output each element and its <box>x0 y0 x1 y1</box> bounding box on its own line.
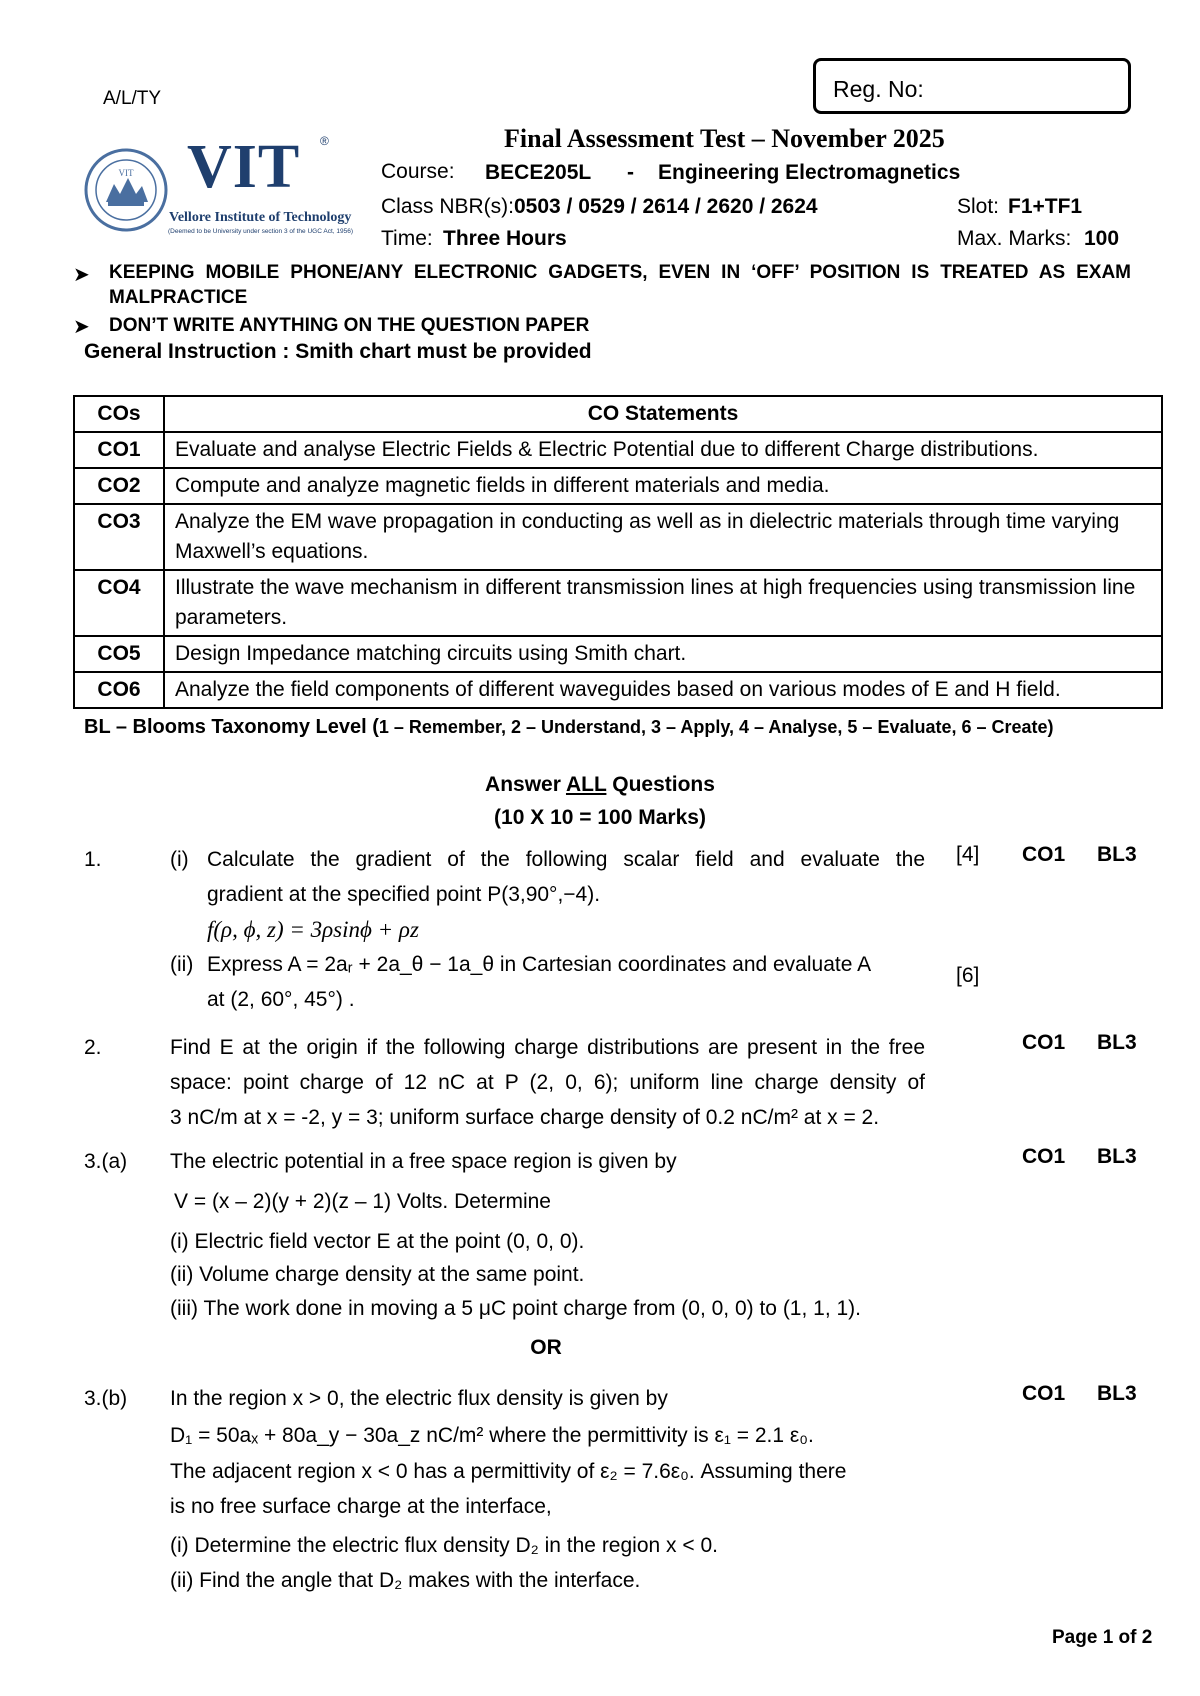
q2-line3: 3 nC/m at x = -2, y = 3; uniform surface charge density of 0.2 nC/m² at x = 2. <box>170 1106 880 1129</box>
slot-value: F1+TF1 <box>1008 195 1083 218</box>
q2-line1: Find E at the origin if the following charge distributions are present in the free <box>170 1036 925 1059</box>
q3b-line3: The adjacent region x < 0 has a permittivity of ε₂ = 7.6ε₀. Assuming there <box>170 1460 847 1483</box>
instruction-mobile-line1: KEEPING MOBILE PHONE/ANY ELECTRONIC GADGETS, EVEN IN ‘OFF’ POSITION IS TREATED AS EXAM <box>109 262 1131 283</box>
max-marks-label: Max. Marks: <box>957 227 1072 250</box>
co-statement: Compute and analyze magnetic fields in different materials and media. <box>164 468 1162 504</box>
table-row <box>74 504 1162 570</box>
q1-part-ii-line1: Express A = 2aᵣ + 2a_θ − 1a_θ in Cartesian coordinates and evaluate A <box>207 953 872 976</box>
co-statement: Illustrate the wave mechanism in different transmission lines at high frequencies using transmission line parameters. <box>164 570 1162 636</box>
q3a-number: 3.(a) <box>84 1150 128 1173</box>
blooms-legend <box>84 716 1054 739</box>
q1-co: CO1 <box>1022 843 1066 866</box>
course-name: Engineering Electromagnetics <box>658 161 961 184</box>
slot-label: Slot: <box>957 195 1000 218</box>
q3b-part-ii: (ii) Find the angle that D₂ makes with the interface. <box>170 1569 641 1592</box>
arrow-bullet-icon: ➤ <box>73 316 90 338</box>
q1-part-i-label: (i) <box>170 848 189 871</box>
logo-full-name: Vellore Institute of Technology <box>169 210 352 225</box>
course-code: BECE205L <box>485 161 592 184</box>
class-numbers: 0503 / 0529 / 2614 / 2620 / 2624 <box>514 195 818 218</box>
instruction-mobile-line2: MALPRACTICE <box>109 287 248 308</box>
co-statement: Evaluate and analyse Electric Fields & Electric Potential due to different Charge distributions. <box>164 432 1162 468</box>
q3b-number: 3.(b) <box>84 1387 128 1410</box>
blooms-label: BL – Blooms Taxonomy Level ( <box>84 716 379 738</box>
exam-title: Final Assessment Test – November 2025 <box>504 124 945 153</box>
table-row <box>74 468 1162 504</box>
co-header-statements: CO Statements <box>164 396 1162 432</box>
q3a-potential: V = (x – 2)(y + 2)(z – 1) Volts. Determine <box>174 1190 551 1213</box>
instruction-no-writing: DON’T WRITE ANYTHING ON THE QUESTION PAPER <box>109 315 590 336</box>
q3b-part-i: (i) Determine the electric flux density D₂ in the region x < 0. <box>170 1534 718 1557</box>
q3a-co: CO1 <box>1022 1145 1066 1168</box>
co-id: CO3 <box>74 504 164 570</box>
general-instruction: General Instruction : Smith chart must be provided <box>84 340 592 363</box>
q3b-line4: is no free surface charge at the interface, <box>170 1495 552 1518</box>
paper-code: A/L/TY <box>103 88 162 109</box>
co-table-header <box>74 396 1162 432</box>
q1-part-i-line1: Calculate the gradient of the following scalar field and evaluate the <box>207 848 925 871</box>
svg-text:VIT: VIT <box>118 168 134 178</box>
co-statement: Analyze the EM wave propagation in conducting as well as in dielectric materials through time varying Maxwell’s equations. <box>164 504 1162 570</box>
co-id: CO6 <box>74 672 164 708</box>
logo-vit-text: VIT <box>187 133 301 201</box>
q1-marks-ii: [6] <box>956 964 980 987</box>
q1-scalar-field-formula: f(ρ, ϕ, z) = 3ρsinϕ + ρz <box>207 917 419 942</box>
co-id: CO2 <box>74 468 164 504</box>
logo-registered-mark: ® <box>320 134 329 148</box>
logo-tagline: (Deemed to be University under section 3 of the UGC Act, 1956) <box>168 228 353 235</box>
q2-bl: BL3 <box>1097 1031 1137 1054</box>
q3b-bl: BL3 <box>1097 1382 1137 1405</box>
q3b-flux-density: D₁ = 50aₓ + 80a_y − 30a_z nC/m² where the permittivity is ε₁ = 2.1 ε₀. <box>170 1424 814 1447</box>
table-row <box>74 570 1162 636</box>
q2-number: 2. <box>84 1036 102 1059</box>
page-number: Page 1 of 2 <box>1052 1627 1153 1648</box>
table-row <box>74 432 1162 468</box>
blooms-levels: 1 – Remember, 2 – Understand, 3 – Apply, 4 – Analyse, 5 – Evaluate, 6 – Create) <box>378 717 1054 737</box>
q3a-line1: The electric potential in a free space region is given by <box>170 1150 677 1173</box>
course-dash: - <box>627 161 634 184</box>
co-table <box>73 395 1163 709</box>
co-statement: Analyze the field components of different waveguides based on various modes of E and H field. <box>164 672 1162 708</box>
answer-all-emphasis: ALL <box>565 773 607 796</box>
co-header-cos: COs <box>74 396 164 432</box>
table-row <box>74 636 1162 672</box>
q1-part-i-line2: gradient at the specified point P(3,90°,−4). <box>207 883 601 906</box>
max-marks-value: 100 <box>1084 227 1120 250</box>
co-id: CO4 <box>74 570 164 636</box>
q3b-line1: In the region x > 0, the electric flux density is given by <box>170 1387 668 1410</box>
q3a-part-iii: (iii) The work done in moving a 5 μC point charge from (0, 0, 0) to (1, 1, 1). <box>170 1297 862 1320</box>
q1-number: 1. <box>84 848 102 871</box>
time-value: Three Hours <box>443 227 567 250</box>
q2-line2: space: point charge of 12 nC at P (2, 0, 6); uniform line charge density of <box>170 1071 925 1094</box>
q3a-part-i: (i) Electric field vector E at the point (0, 0, 0). <box>170 1230 585 1253</box>
q1-bl: BL3 <box>1097 843 1137 866</box>
co-id: CO5 <box>74 636 164 672</box>
q2-co: CO1 <box>1022 1031 1066 1054</box>
q3a-part-ii: (ii) Volume charge density at the same point. <box>170 1263 585 1286</box>
co-id: CO1 <box>74 432 164 468</box>
or-separator: OR <box>530 1336 562 1359</box>
q1-part-ii-label: (ii) <box>170 953 194 976</box>
table-row <box>74 672 1162 708</box>
q1-part-ii-line2: at (2, 60°, 45°) . <box>207 988 355 1011</box>
q3b-co: CO1 <box>1022 1382 1066 1405</box>
time-label: Time: <box>381 227 433 250</box>
arrow-bullet-icon: ➤ <box>73 264 90 286</box>
course-label: Course: <box>381 160 455 183</box>
answer-all-heading: Answer ALL Questions <box>485 773 715 796</box>
q3a-bl: BL3 <box>1097 1145 1137 1168</box>
marks-distribution: (10 X 10 = 100 Marks) <box>494 806 706 829</box>
co-statement: Design Impedance matching circuits using Smith chart. <box>164 636 1162 672</box>
q1-marks-i: [4] <box>956 843 980 866</box>
class-label: Class NBR(s): <box>381 195 515 218</box>
reg-no-label: Reg. No: <box>833 76 924 102</box>
